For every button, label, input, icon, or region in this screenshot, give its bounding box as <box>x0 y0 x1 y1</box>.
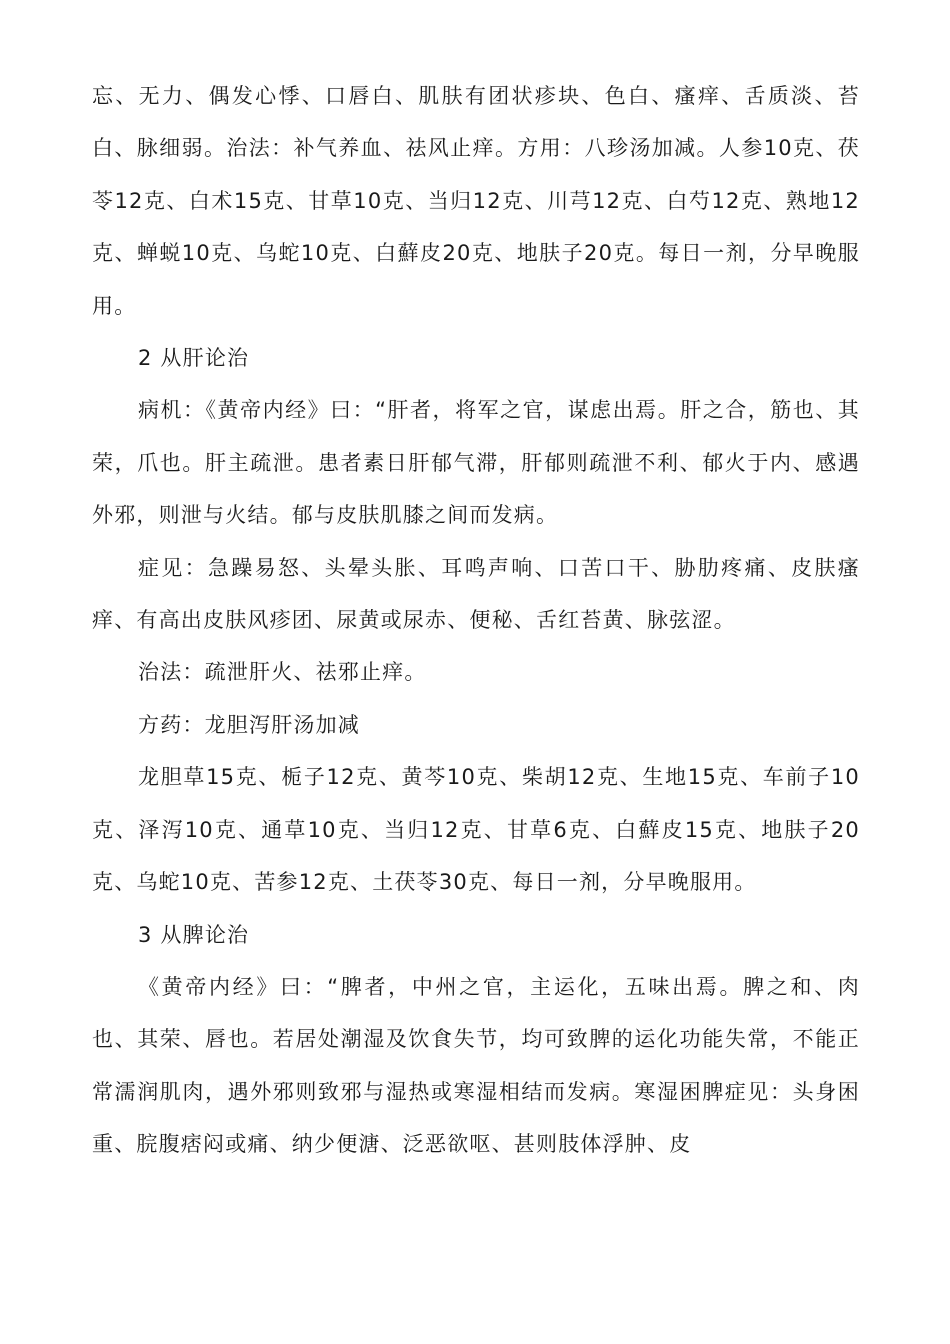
paragraph-spleen: 《黄帝内经》曰：“脾者，中州之官，主运化，五味出焉。脾之和、肉也、其荣、唇也。若居处潮湿及饮食失节，均可致脾的运化功能失常，不能正常濡润肌肉，遇外邪则致邪与湿热或寒湿相结而发病。寒湿困脾症见：头身困重、脘腹痞闷或痛、纳少便溏、泛恶欲呕、甚则肢体浮肿、皮 <box>92 974 860 1157</box>
section-heading-spleen: 3 从脾论治 <box>138 922 250 947</box>
paragraph-pathogenesis: 病机：《黄帝内经》曰：“肝者，将军之官，谋虑出焉。肝之合，筋也、其荣，爪也。肝主疏泄。患者素日肝郁气滞，肝郁则疏泄不利、郁火于内、感遇外邪，则泄与火结。郁与皮肤肌膝之间而发病。 <box>92 398 860 528</box>
document-page <box>92 70 860 1171</box>
paragraph-1: 忘、无力、偶发心悸、口唇白、肌肤有团状疹块、色白、瘙痒、舌质淡、苔白、脉细弱。治法：补气养血、祛风止痒。方用：八珍汤加减。人参10克、茯苓12克、白术15克、甘草10克、当归12克、川芎12克、白芍12克、熟地12克、蝉蜕10克、乌蛇10克、白蘚皮20克、地肤子20克。每日一剂，分早晚服用。 <box>92 84 860 318</box>
section-heading-liver: 2 从肝论治 <box>138 346 250 371</box>
paragraph-prescription-title: 方药：龙胆泻肝汤加减 <box>138 712 360 737</box>
paragraph-prescription: 龙胆草15克、栀子12克、黄芩10克、柴胡12克、生地15克、车前子10克、泽泻10克、通草10克、当归12克、甘草6克、白蘚皮15克、地肤子20克、乌蛇10克、苦参12克、土茯苓30克、每日一剂，分早晚服用。 <box>92 765 860 895</box>
paragraph-symptoms: 症见：急躁易怒、头晕头胀、耳鸣声响、口苦口干、胁肋疼痛、皮肤瘙痒、有高出皮肤风疹团、尿黄或尿赤、便秘、舌红苔黄、脉弦涩。 <box>92 555 860 633</box>
paragraph-treatment: 治法：疏泄肝火、祛邪止痒。 <box>138 660 427 685</box>
